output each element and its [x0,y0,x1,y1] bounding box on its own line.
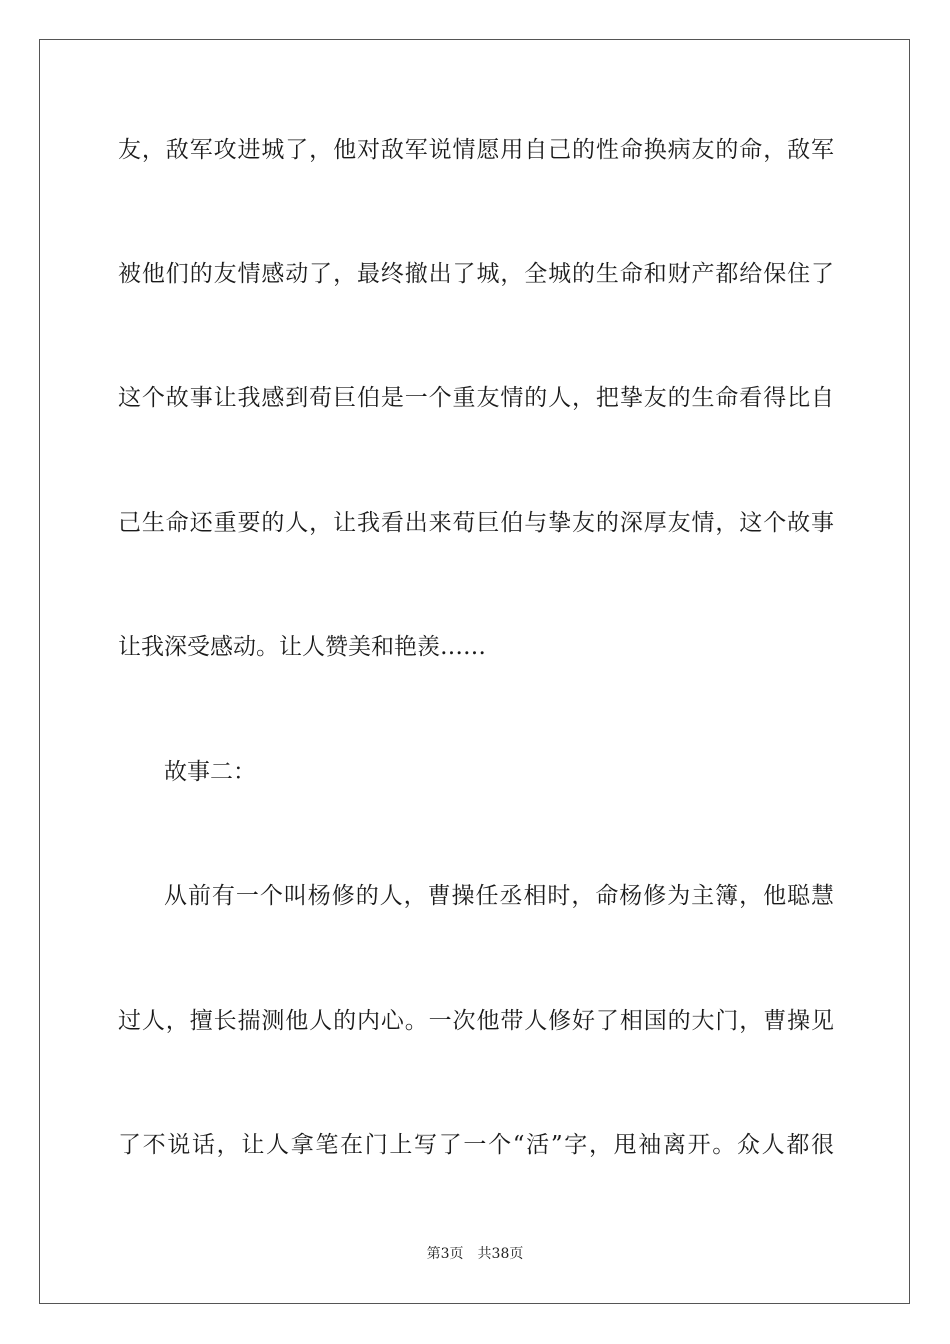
body-line-7: 从前有一个叫杨修的人，曹操任丞相时，命杨修为主簿，他聪慧 [164,883,834,909]
body-line-2: 被他们的友情感动了，最终撤出了城，全城的生命和财产都给保住了 [118,261,834,287]
page-number: 第3页 [426,1246,464,1262]
page-total: 共38页 [477,1246,524,1262]
body-line-8: 过人，擅长揣测他人的内心。一次他带人修好了相国的大门，曹操见 [118,1008,834,1034]
body-line-3: 这个故事让我感到荀巨伯是一个重友情的人，把挚友的生命看得比自 [118,385,834,411]
body-line-5: 让我深受感动。让人赞美和艳羡…… [118,634,486,660]
page-footer [0,1245,950,1263]
body-line-1: 友，敌军攻进城了，他对敌军说情愿用自己的性命换病友的命，敌军 [118,137,834,163]
section-heading: 故事二： [164,759,256,785]
body-line-4: 己生命还重要的人，让我看出来荀巨伯与挚友的深厚友情，这个故事 [118,510,834,536]
body-line-9: 了不说话，让人拿笔在门上写了一个“活”字，甩袖离开。众人都很 [118,1132,834,1158]
page-border [39,39,910,1304]
